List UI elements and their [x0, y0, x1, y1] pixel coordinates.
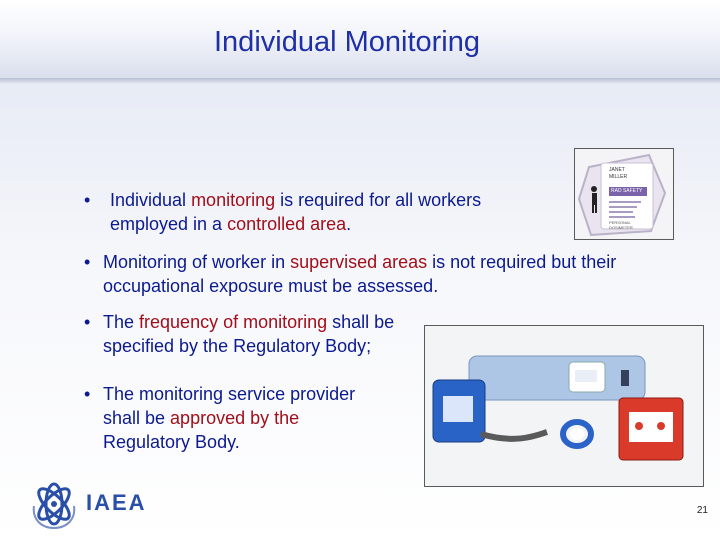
dosimeter-devices-image [424, 325, 704, 487]
bullet-dot: • [84, 312, 91, 332]
bullet-dot: • [84, 384, 91, 404]
bullet-item [84, 250, 684, 300]
slide-title: Individual Monitoring [214, 26, 480, 58]
bullet-dot: • [84, 252, 91, 272]
page-number: 21 [696, 505, 708, 516]
dosimeter-badge-image [574, 148, 674, 240]
devices-photo [425, 326, 703, 486]
bullet-dot: • [84, 190, 91, 210]
badge-name-line-1: JANET [609, 167, 625, 173]
bullet-text: Monitoring of worker in supervised areas is not required but their occupational exposure must be assessed. [103, 252, 617, 296]
badge-name-line-2: MILLER [609, 174, 628, 180]
bullet-item [84, 310, 404, 384]
bullet-item [84, 188, 524, 238]
badge-label: RAD SAFETY [611, 188, 643, 194]
atom-emblem-icon [28, 480, 84, 530]
bullet-text: The frequency of monitoring shall be specified by the Regulatory Body; [103, 312, 395, 356]
bullet-text: Individual monitoring is required for all workers employed in a controlled area. [110, 190, 482, 234]
iaea-logo [28, 480, 168, 530]
logo-wordmark: IAEA [86, 490, 147, 515]
badge-type-line-1: PERSONAL [609, 220, 631, 225]
bullet-text: The monitoring service provider shall be approved by the Regulatory Body. [103, 384, 356, 452]
bullet-item [84, 382, 404, 456]
badge-type-line-2: DOSIMETER [609, 225, 633, 230]
